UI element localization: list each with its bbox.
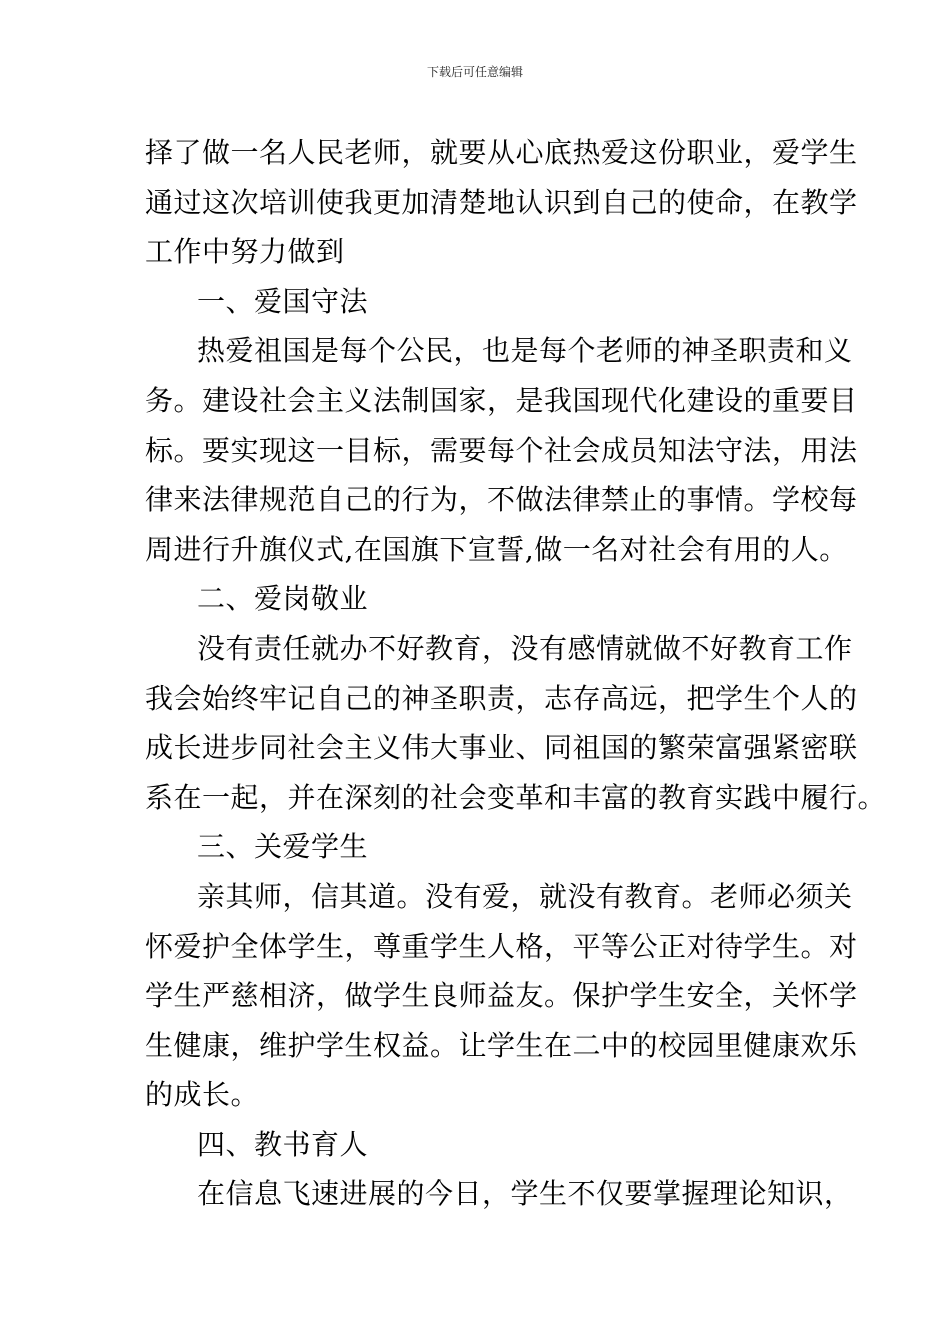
paragraph-first-line: 热爱祖国是每个公民，也是每个老师的神圣职责和义	[197, 334, 853, 368]
text-line: 学生严慈相济，做学生良师益友。保护学生安全，关怀学	[145, 979, 858, 1013]
section-heading: 一、爱国守法	[197, 284, 369, 318]
text-line: 成长进步同社会主义伟大事业、同祖国的繁荣富强紧密联	[145, 731, 858, 765]
text-line: 生健康，维护学生权益。让学生在二中的校园里健康欢乐	[145, 1028, 858, 1062]
text-line: 务。建设社会主义法制国家，是我国现代化建设的重要目	[145, 383, 858, 417]
text-line: 通过这次培训使我更加清楚地认识到自己的使命，在教学	[145, 185, 858, 219]
text-line: 择了做一名人民老师，就要从心底热爱这份职业，爱学生	[145, 136, 858, 169]
text-line: 系在一起，并在深刻的社会变革和丰富的教育实践中履行。	[145, 780, 887, 814]
paragraph-first-line: 没有责任就办不好教育，没有感情就做不好教育工作	[197, 631, 853, 665]
document-body	[145, 128, 887, 1219]
paragraph-first-line: 亲其师，信其道。没有爱，就没有教育。老师必须关	[197, 879, 853, 913]
text-line: 周进行升旗仪式,在国旗下宣誓,做一名对社会有用的人。	[145, 532, 848, 566]
page-header: 下载后可任意编辑	[426, 65, 523, 79]
paragraph-first-line: 在信息飞速进展的今日，学生不仅要掌握理论知识，	[197, 1177, 853, 1211]
section-heading: 三、关爱学生	[197, 830, 369, 864]
text-line: 怀爱护全体学生，尊重学生人格，平等公正对待学生。对	[145, 929, 858, 963]
text-line: 我会始终牢记自己的神圣职责，志存高远，把学生个人的	[145, 681, 858, 715]
text-line: 标。要实现这一目标，需要每个社会成员知法守法，用法	[145, 433, 858, 467]
section-heading: 四、教书育人	[197, 1127, 369, 1161]
text-line: 工作中努力做到	[145, 235, 345, 269]
text-line: 的成长。	[145, 1078, 260, 1112]
text-line: 律来法律规范自己的行为，不做法律禁止的事情。学校每	[145, 483, 858, 517]
section-heading: 二、爱岗敬业	[197, 582, 369, 616]
